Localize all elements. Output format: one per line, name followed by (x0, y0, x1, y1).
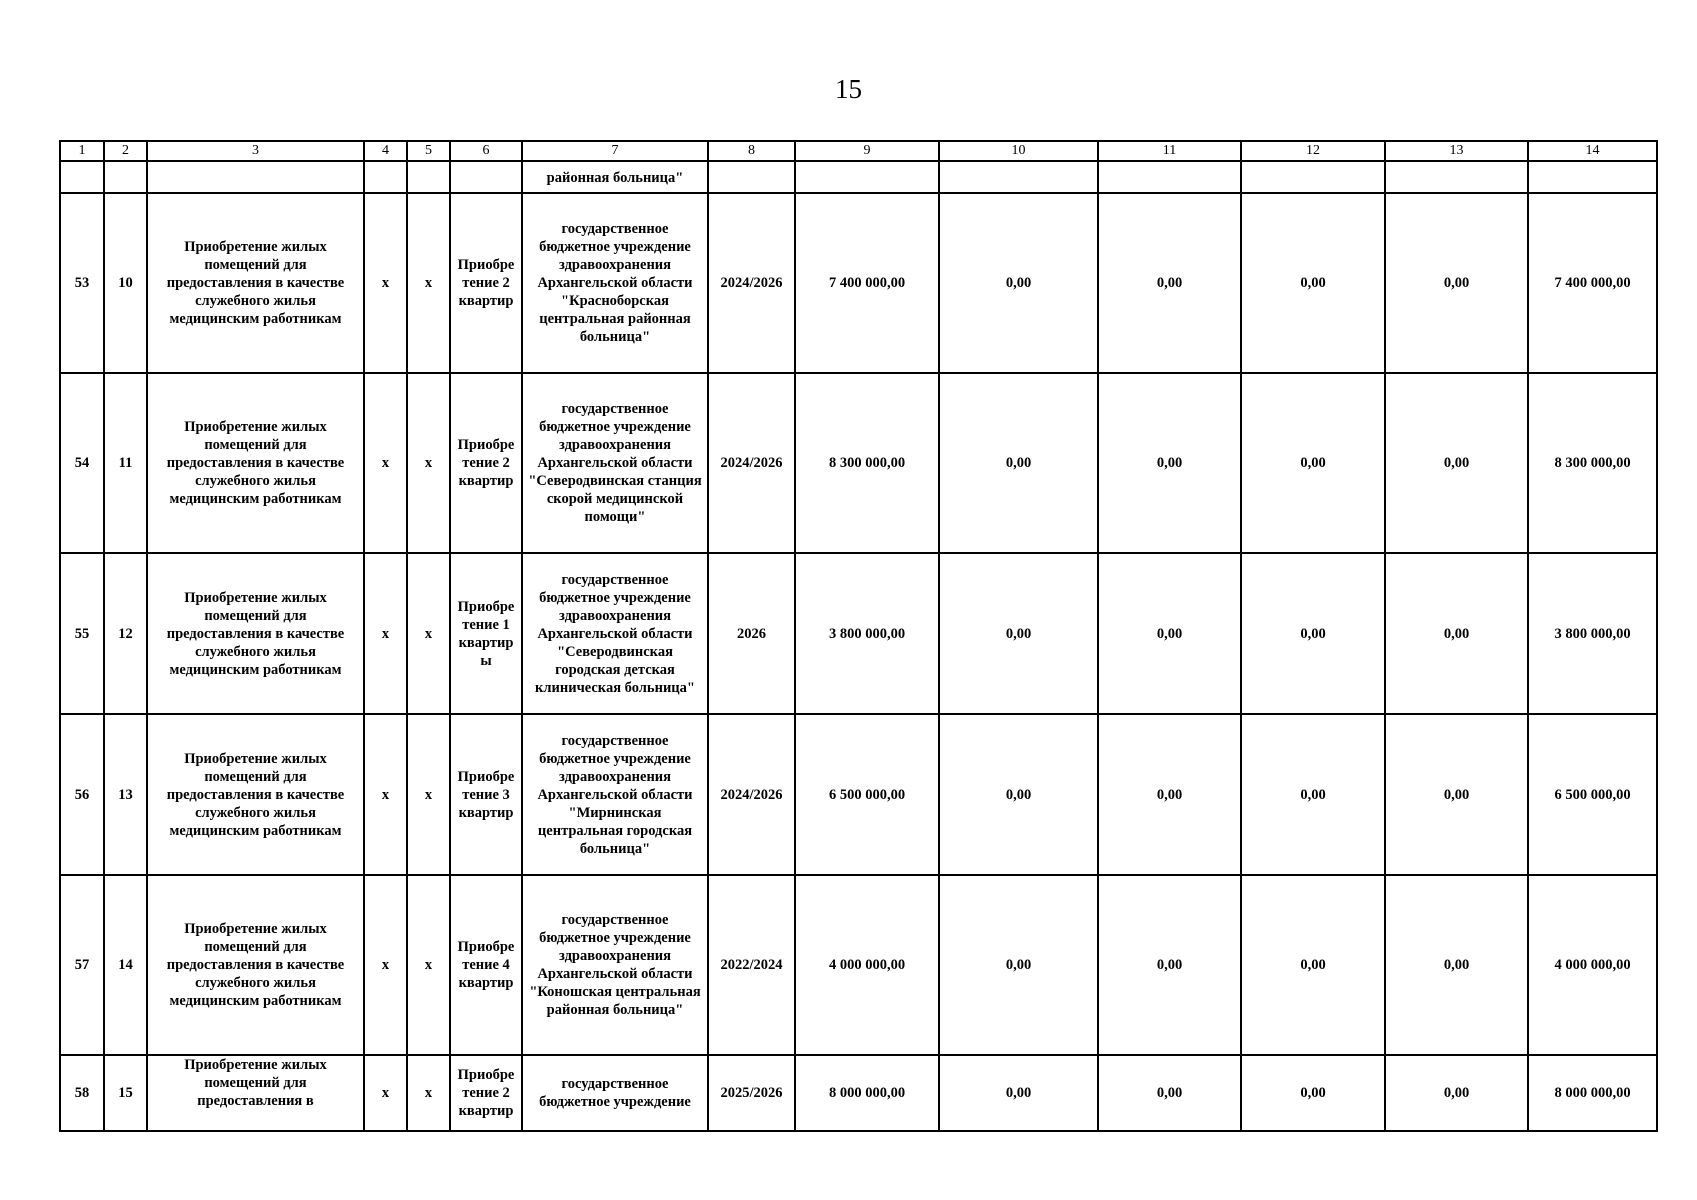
table-row (60, 875, 1657, 1055)
row-number-cell: 54 (60, 373, 104, 553)
col-header-11: 11 (1098, 141, 1241, 161)
col-header-3: 3 (147, 141, 364, 161)
amount-col11-cell: 0,00 (1098, 373, 1241, 553)
amount-col13-cell: 0,00 (1385, 373, 1528, 553)
event-name-cell: Приобретение жилых помещений для предоставления в качестве служебного жилья медицинским работникам (147, 875, 364, 1055)
organization-cell: государственное бюджетное учреждение здравоохранения Архангельской области "Коношская центральная районная больница" (522, 875, 708, 1055)
col-header-2: 2 (104, 141, 147, 161)
item-number-cell: 13 (104, 714, 147, 875)
amount-col12-cell: 0,00 (1241, 373, 1385, 553)
amount-col11-cell: 0,00 (1098, 875, 1241, 1055)
table-row (60, 193, 1657, 373)
page-number: 15 (835, 74, 862, 104)
col5-cell: x (407, 193, 450, 373)
event-name-cell: Приобретение жилых помещений для предоставления в качестве служебного жилья медицинским работникам (147, 714, 364, 875)
object-cell: Приобре тение 4 квартир (450, 875, 522, 1055)
col-header-10: 10 (939, 141, 1098, 161)
col-header-8: 8 (708, 141, 795, 161)
amount-col10-cell: 0,00 (939, 714, 1098, 875)
organization-cell: государственное бюджетное учреждение здравоохранения Архангельской области "Мирнинская центральная городская больница" (522, 714, 708, 875)
amount-col10-cell: 0,00 (939, 553, 1098, 714)
table-row (60, 553, 1657, 714)
amount-col9-cell: 3 800 000,00 (795, 553, 939, 714)
amount-col10-cell: 0,00 (939, 875, 1098, 1055)
col4-cell: x (364, 875, 407, 1055)
amount-col12-cell: 0,00 (1241, 553, 1385, 714)
row-number-cell: 53 (60, 193, 104, 373)
col-header-7: 7 (522, 141, 708, 161)
amount-col12-cell: 0,00 (1241, 714, 1385, 875)
column-number-header-row (60, 141, 1657, 161)
continuation-org-cell: районная больница" (522, 161, 708, 193)
amount-col14-cell: 8 300 000,00 (1528, 373, 1657, 553)
amount-col11-cell: 0,00 (1098, 1055, 1241, 1131)
col4-cell: x (364, 193, 407, 373)
table-row (60, 373, 1657, 553)
amount-col10-cell: 0,00 (939, 1055, 1098, 1131)
col-header-14: 14 (1528, 141, 1657, 161)
years-cell: 2025/2026 (708, 1055, 795, 1131)
col5-cell: x (407, 1055, 450, 1131)
years-cell: 2024/2026 (708, 714, 795, 875)
organization-cell: государственное бюджетное учреждение здравоохранения Архангельской области "Северодвинская станция скорой медицинской помощи" (522, 373, 708, 553)
col4-cell: x (364, 373, 407, 553)
years-cell: 2022/2024 (708, 875, 795, 1055)
table-row (60, 1055, 1657, 1131)
col-header-9: 9 (795, 141, 939, 161)
organization-cell: государственное бюджетное учреждение здравоохранения Архангельской области "Красноборская центральная районная больница" (522, 193, 708, 373)
continuation-row (60, 161, 1657, 193)
col-header-13: 13 (1385, 141, 1528, 161)
years-cell: 2024/2026 (708, 193, 795, 373)
event-name-cell: Приобретение жилых помещений для предоставления в качестве служебного жилья медицинским работникам (147, 373, 364, 553)
item-number-cell: 11 (104, 373, 147, 553)
col4-cell: x (364, 553, 407, 714)
object-cell: Приобре тение 2 квартир (450, 193, 522, 373)
table-row (60, 714, 1657, 875)
amount-col12-cell: 0,00 (1241, 193, 1385, 373)
col5-cell: x (407, 373, 450, 553)
amount-col12-cell: 0,00 (1241, 875, 1385, 1055)
amount-col13-cell: 0,00 (1385, 714, 1528, 875)
amount-col13-cell: 0,00 (1385, 875, 1528, 1055)
budget-table (59, 140, 1658, 1132)
row-number-cell: 57 (60, 875, 104, 1055)
amount-col13-cell: 0,00 (1385, 553, 1528, 714)
amount-col13-cell: 0,00 (1385, 1055, 1528, 1131)
years-cell: 2026 (708, 553, 795, 714)
amount-col11-cell: 0,00 (1098, 714, 1241, 875)
event-name-cell: Приобретение жилых помещений для предоставления в качестве служебного жилья медицинским работникам (147, 553, 364, 714)
col4-cell: x (364, 1055, 407, 1131)
col5-cell: x (407, 553, 450, 714)
row-number-cell: 56 (60, 714, 104, 875)
item-number-cell: 15 (104, 1055, 147, 1131)
col4-cell: x (364, 714, 407, 875)
amount-col9-cell: 8 000 000,00 (795, 1055, 939, 1131)
object-cell: Приобре тение 2 квартир (450, 373, 522, 553)
amount-col9-cell: 6 500 000,00 (795, 714, 939, 875)
amount-col14-cell: 8 000 000,00 (1528, 1055, 1657, 1131)
amount-col9-cell: 8 300 000,00 (795, 373, 939, 553)
amount-col10-cell: 0,00 (939, 193, 1098, 373)
amount-col10-cell: 0,00 (939, 373, 1098, 553)
col5-cell: x (407, 714, 450, 875)
col-header-5: 5 (407, 141, 450, 161)
amount-col14-cell: 4 000 000,00 (1528, 875, 1657, 1055)
organization-cell: государственное бюджетное учреждение (522, 1055, 708, 1131)
amount-col14-cell: 3 800 000,00 (1528, 553, 1657, 714)
item-number-cell: 10 (104, 193, 147, 373)
amount-col14-cell: 7 400 000,00 (1528, 193, 1657, 373)
object-cell: Приобре тение 2 квартир (450, 1055, 522, 1131)
amount-col9-cell: 7 400 000,00 (795, 193, 939, 373)
object-cell: Приобре тение 1 квартир ы (450, 553, 522, 714)
amount-col14-cell: 6 500 000,00 (1528, 714, 1657, 875)
col-header-1: 1 (60, 141, 104, 161)
object-cell: Приобре тение 3 квартир (450, 714, 522, 875)
col5-cell: x (407, 875, 450, 1055)
col-header-12: 12 (1241, 141, 1385, 161)
amount-col11-cell: 0,00 (1098, 553, 1241, 714)
row-number-cell: 55 (60, 553, 104, 714)
amount-col11-cell: 0,00 (1098, 193, 1241, 373)
amount-col13-cell: 0,00 (1385, 193, 1528, 373)
col-header-6: 6 (450, 141, 522, 161)
amount-col9-cell: 4 000 000,00 (795, 875, 939, 1055)
event-name-cell: Приобретение жилых помещений для предоставления в (147, 1055, 364, 1131)
years-cell: 2024/2026 (708, 373, 795, 553)
row-number-cell: 58 (60, 1055, 104, 1131)
event-name-cell: Приобретение жилых помещений для предоставления в качестве служебного жилья медицинским работникам (147, 193, 364, 373)
item-number-cell: 14 (104, 875, 147, 1055)
amount-col12-cell: 0,00 (1241, 1055, 1385, 1131)
organization-cell: государственное бюджетное учреждение здравоохранения Архангельской области "Северодвинская городская детская клиническая больница" (522, 553, 708, 714)
item-number-cell: 12 (104, 553, 147, 714)
col-header-4: 4 (364, 141, 407, 161)
